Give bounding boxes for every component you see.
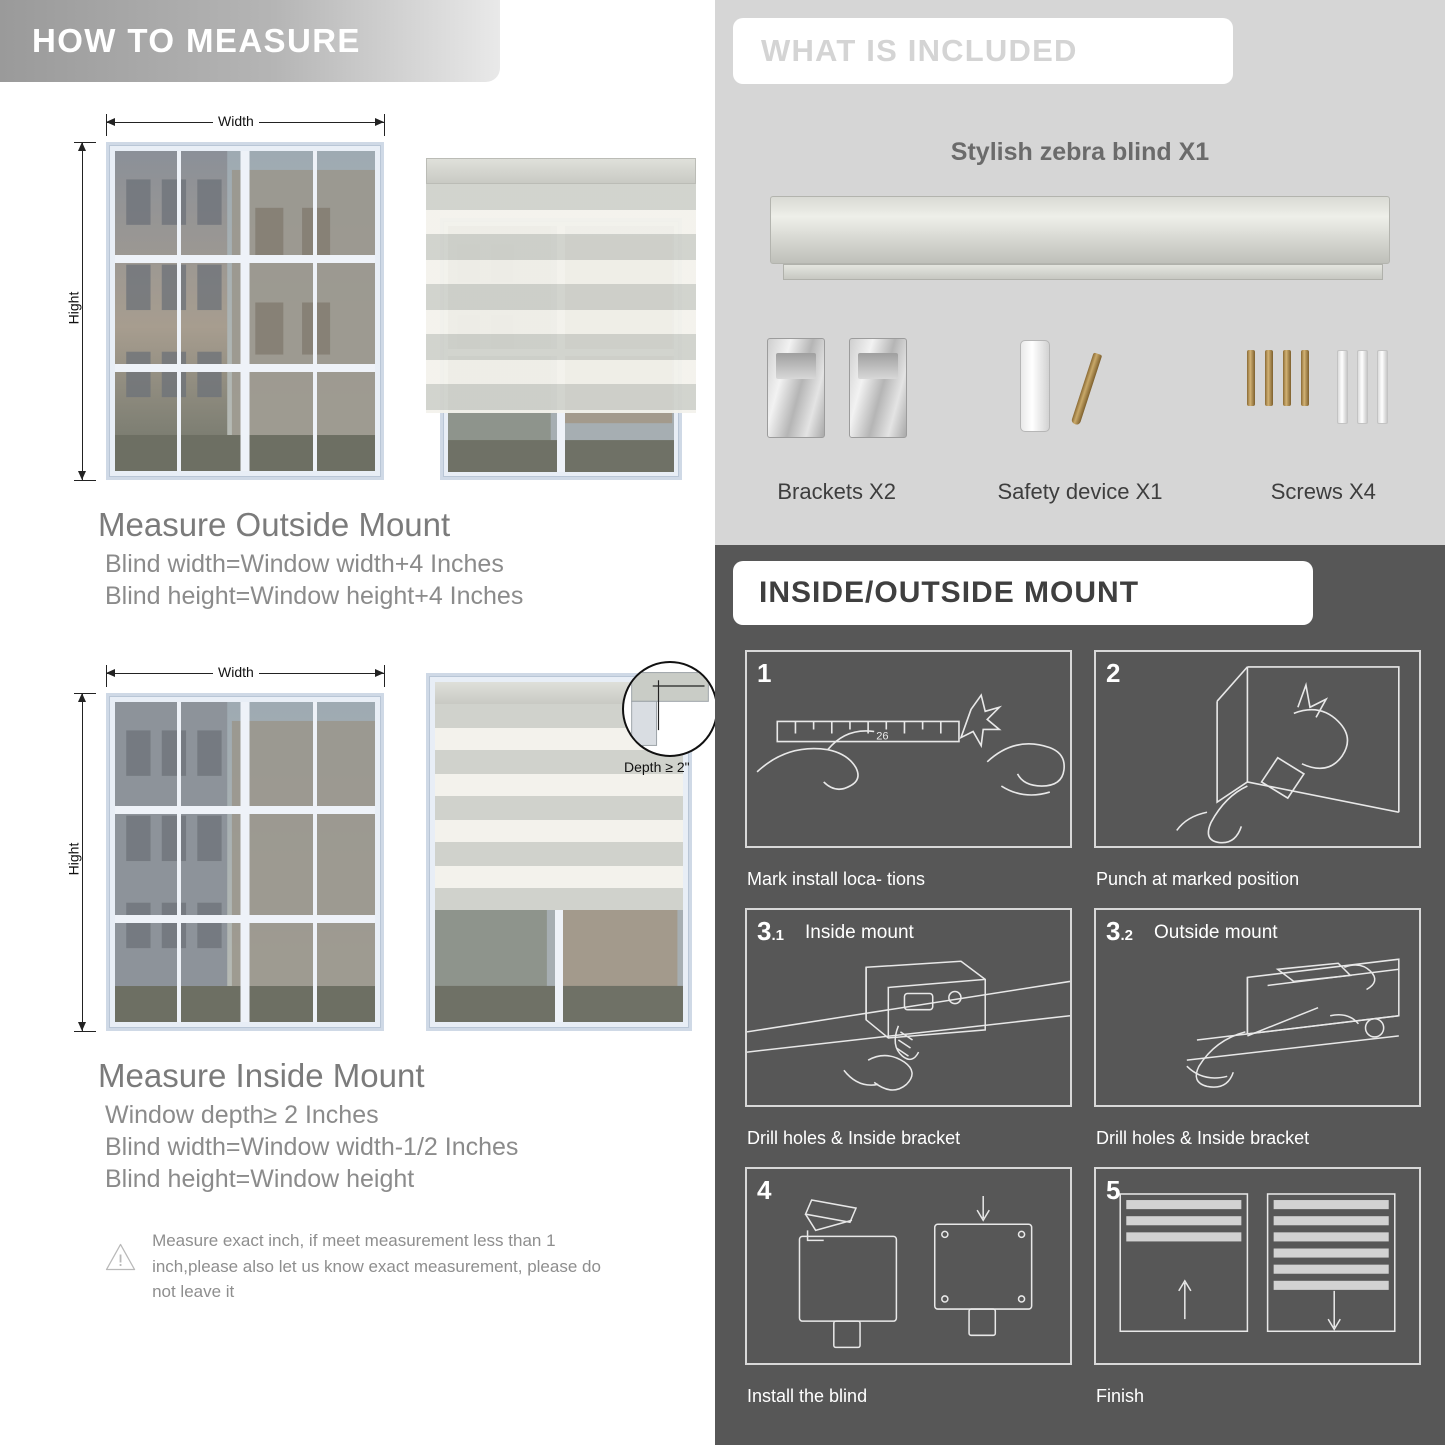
part-screws-label: Screws X4: [1270, 479, 1376, 504]
tick: [384, 665, 385, 687]
inside-outside-mount-panel: [715, 545, 1445, 1445]
zebra-blind-bottom-rail: [783, 264, 1383, 280]
step-5: [1094, 1167, 1421, 1407]
step-2-number: 2: [1106, 658, 1121, 688]
right-column: [715, 0, 1445, 1445]
step-4-image: [745, 1167, 1072, 1365]
inside-mount-heading: Measure Inside Mount: [98, 1057, 425, 1094]
step-4-caption: Install the blind: [747, 1385, 868, 1406]
zebra-blind: [426, 158, 696, 413]
what-is-included-panel: [715, 0, 1445, 545]
measurement-note-text: Measure exact inch, if meet measurement less than 1 inch,please also let us know exact measurement, please do not leave it: [152, 1231, 601, 1301]
inside-mount-line-1: Window depth≥ 2 Inches: [105, 1101, 379, 1129]
inside-mount-line-2: Blind width=Window width-1/2 Inches: [105, 1133, 519, 1161]
outside-width-label: Width: [213, 113, 259, 129]
outside-mount-diagram: [0, 100, 715, 611]
installation-steps: [745, 650, 1421, 1407]
step-2: [1094, 650, 1421, 890]
step-3-2: [1094, 908, 1421, 1148]
tick: [74, 693, 96, 694]
part-screws: [1202, 330, 1445, 505]
step-2-caption: Punch at marked position: [1096, 869, 1300, 890]
outside-height-dimension-line: [82, 142, 83, 480]
step-3-1-caption: Drill holes & Inside bracket: [747, 1127, 961, 1148]
what-is-included-tab: [733, 18, 1233, 84]
step-3-1-inline-label: Inside mount: [805, 922, 914, 944]
window-with-blind-inside: [426, 673, 696, 1031]
step-1: [745, 650, 1072, 890]
step-2-image: [1094, 650, 1421, 848]
what-is-included-title: WHAT IS INCLUDED: [761, 33, 1078, 68]
outside-mount-line-2: Blind height=Window height+4 Inches: [105, 582, 524, 610]
depth-callout: [622, 661, 718, 757]
warning-triangle-icon: [105, 1228, 136, 1286]
part-brackets-label: Brackets X2: [777, 479, 896, 504]
included-parts-row: [715, 330, 1445, 505]
step-3-1: [745, 908, 1072, 1148]
part-brackets: [715, 330, 958, 505]
outside-mount-line-1: Blind width=Window width+4 Inches: [105, 550, 504, 578]
inside-outside-mount-title: INSIDE/OUTSIDE MOUNT: [759, 576, 1140, 609]
inside-height-dimension-line: [82, 693, 83, 1031]
depth-label: Depth ≥ 2": [624, 759, 690, 775]
step-5-image: [1094, 1167, 1421, 1365]
tick: [384, 114, 385, 136]
window-with-blind-outside: [426, 158, 696, 480]
step-5-number: 5: [1106, 1174, 1121, 1205]
zebra-blind-headrail: [770, 196, 1390, 264]
finished-blind-icon: [1096, 1169, 1419, 1363]
how-to-measure-panel: [0, 0, 715, 1445]
tick: [106, 665, 107, 687]
step-1-caption: Mark install loca- tions: [747, 869, 926, 890]
window-frame: [106, 693, 384, 1031]
measurement-note: [105, 1228, 625, 1305]
tick: [74, 142, 96, 143]
step-3-2-inline-label: Outside mount: [1154, 922, 1278, 944]
tick: [106, 114, 107, 136]
drill-icon: [1096, 652, 1419, 846]
outside-height-label: Hight: [65, 287, 81, 330]
tape-measure-icon: [747, 652, 1070, 846]
screw-icon: [1202, 330, 1445, 450]
step-3-2-caption: Drill holes & Inside bracket: [1096, 1127, 1310, 1148]
step-4-number: 4: [757, 1174, 772, 1205]
bracket-icon: [715, 330, 958, 450]
blind-clip-icon: [747, 1169, 1070, 1363]
tick: [74, 480, 96, 481]
banner-title: HOW TO MEASURE: [32, 22, 361, 59]
svg-text:26: 26: [876, 730, 889, 743]
step-1-number: 1: [757, 658, 772, 688]
included-product-title: Stylish zebra blind X1: [950, 138, 1210, 166]
inside-mount-diagram: [0, 651, 715, 1194]
step-3-2-number: 3.2: [1106, 916, 1133, 947]
window-frame: [106, 142, 384, 480]
how-to-measure-banner: [0, 0, 500, 82]
inside-height-label: Hight: [65, 838, 81, 881]
step-4: [745, 1167, 1072, 1407]
inside-width-label: Width: [213, 664, 259, 680]
step-1-image: [745, 650, 1072, 848]
part-safety-device: [958, 330, 1201, 505]
tick: [74, 1031, 96, 1032]
part-safety-device-label: Safety device X1: [997, 479, 1163, 504]
step-5-caption: Finish: [1096, 1385, 1145, 1406]
step-3-1-number: 3.1: [757, 916, 784, 947]
inside-mount-line-3: Blind height=Window height: [105, 1165, 415, 1193]
step-3-2-image: [1094, 908, 1421, 1106]
step-3-1-image: [745, 908, 1072, 1106]
outside-mount-heading: Measure Outside Mount: [98, 506, 451, 543]
safety-device-icon: [958, 330, 1201, 450]
inside-outside-mount-tab: [733, 561, 1313, 625]
